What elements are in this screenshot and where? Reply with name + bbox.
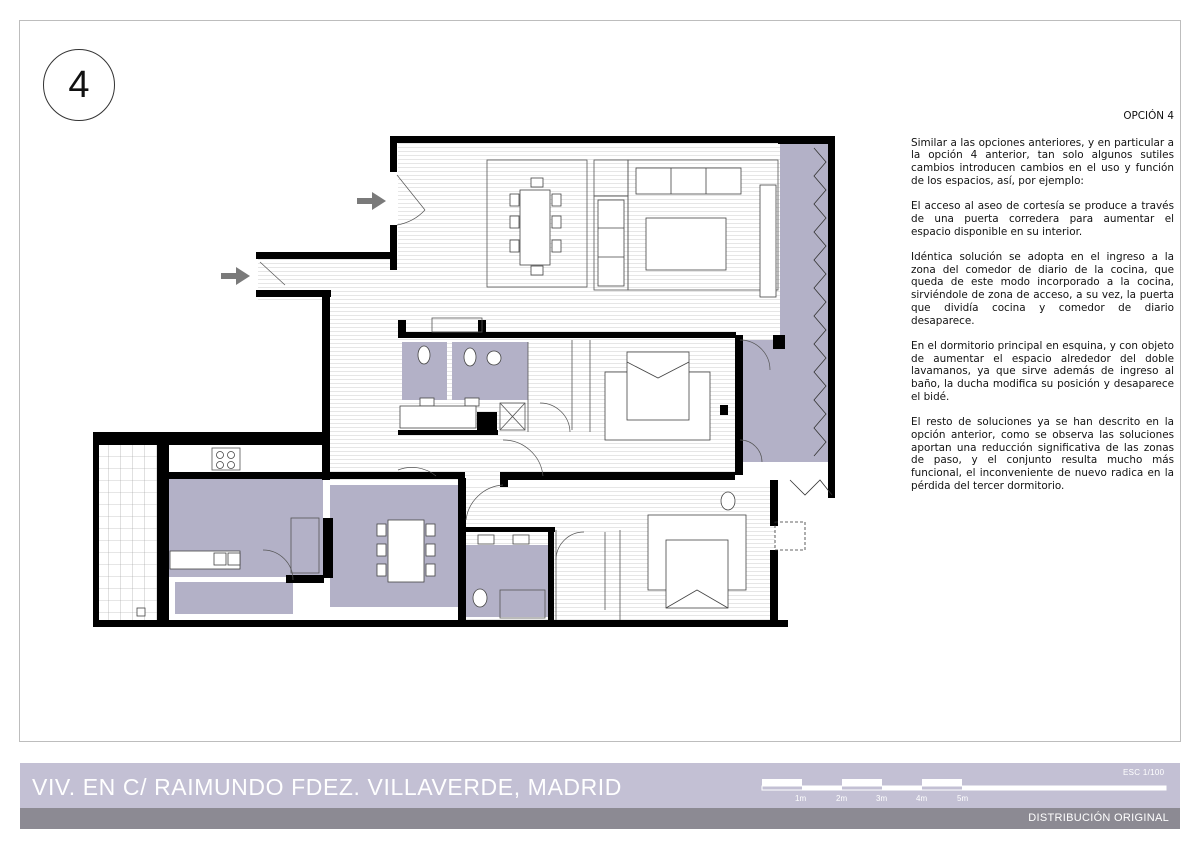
scale-tick: 2m	[836, 794, 848, 803]
scale-tick: 3m	[876, 794, 888, 803]
scale-label: ESC 1/100	[1123, 768, 1165, 777]
notes-heading: OPCIÓN 4	[1123, 110, 1174, 122]
notes-paragraph-1: Similar a las opciones anteriores, y en particular a la opción 4 anterior, tan solo algunos sutiles cambios introducen cambios en el uso y función de los espacios, así, por ejemplo:	[911, 136, 1174, 187]
notes-paragraph-5: El resto de soluciones ya se han descrito en la opción anterior, como se observa las soluciones aportan una reducción significativa de las zonas de paso, y el conjunto resulta mucho más funcional, el inconveniente de nuevo radica en la pérdida del tercer dormitorio.	[911, 416, 1174, 492]
scale-tick: 5m	[957, 794, 969, 803]
notes-paragraph-3: Idéntica solución se adopta en el ingreso a la zona del comedor de diario de la cocina, que queda de este modo incorporado a la cocina, sirviéndole de zona de acceso, a su vez, la puerta que dividía cocina y comedor de diario desaparece.	[911, 251, 1174, 327]
sheet-number: 4	[68, 63, 90, 106]
notes-paragraph-2: El acceso al aseo de cortesía se produce a través de una puerta corredera para aumentar el espacio disponible en su interior.	[911, 200, 1174, 238]
scale-tick: 1m	[795, 794, 807, 803]
footer-band	[20, 808, 1180, 829]
footer-label: DISTRIBUCIÓN ORIGINAL	[1028, 812, 1169, 824]
scale-tick: 4m	[916, 794, 928, 803]
sheet-title: VIV. EN C/ RAIMUNDO FDEZ. VILLAVERDE, MADRID	[32, 774, 623, 800]
notes-paragraph-4: En el dormitorio principal en esquina, y con objeto de aumentar el espacio alrededor del doble lavamanos, ya que sirve además de ingreso al baño, la ducha modifica su posición y desaparece el bidé.	[911, 339, 1174, 403]
